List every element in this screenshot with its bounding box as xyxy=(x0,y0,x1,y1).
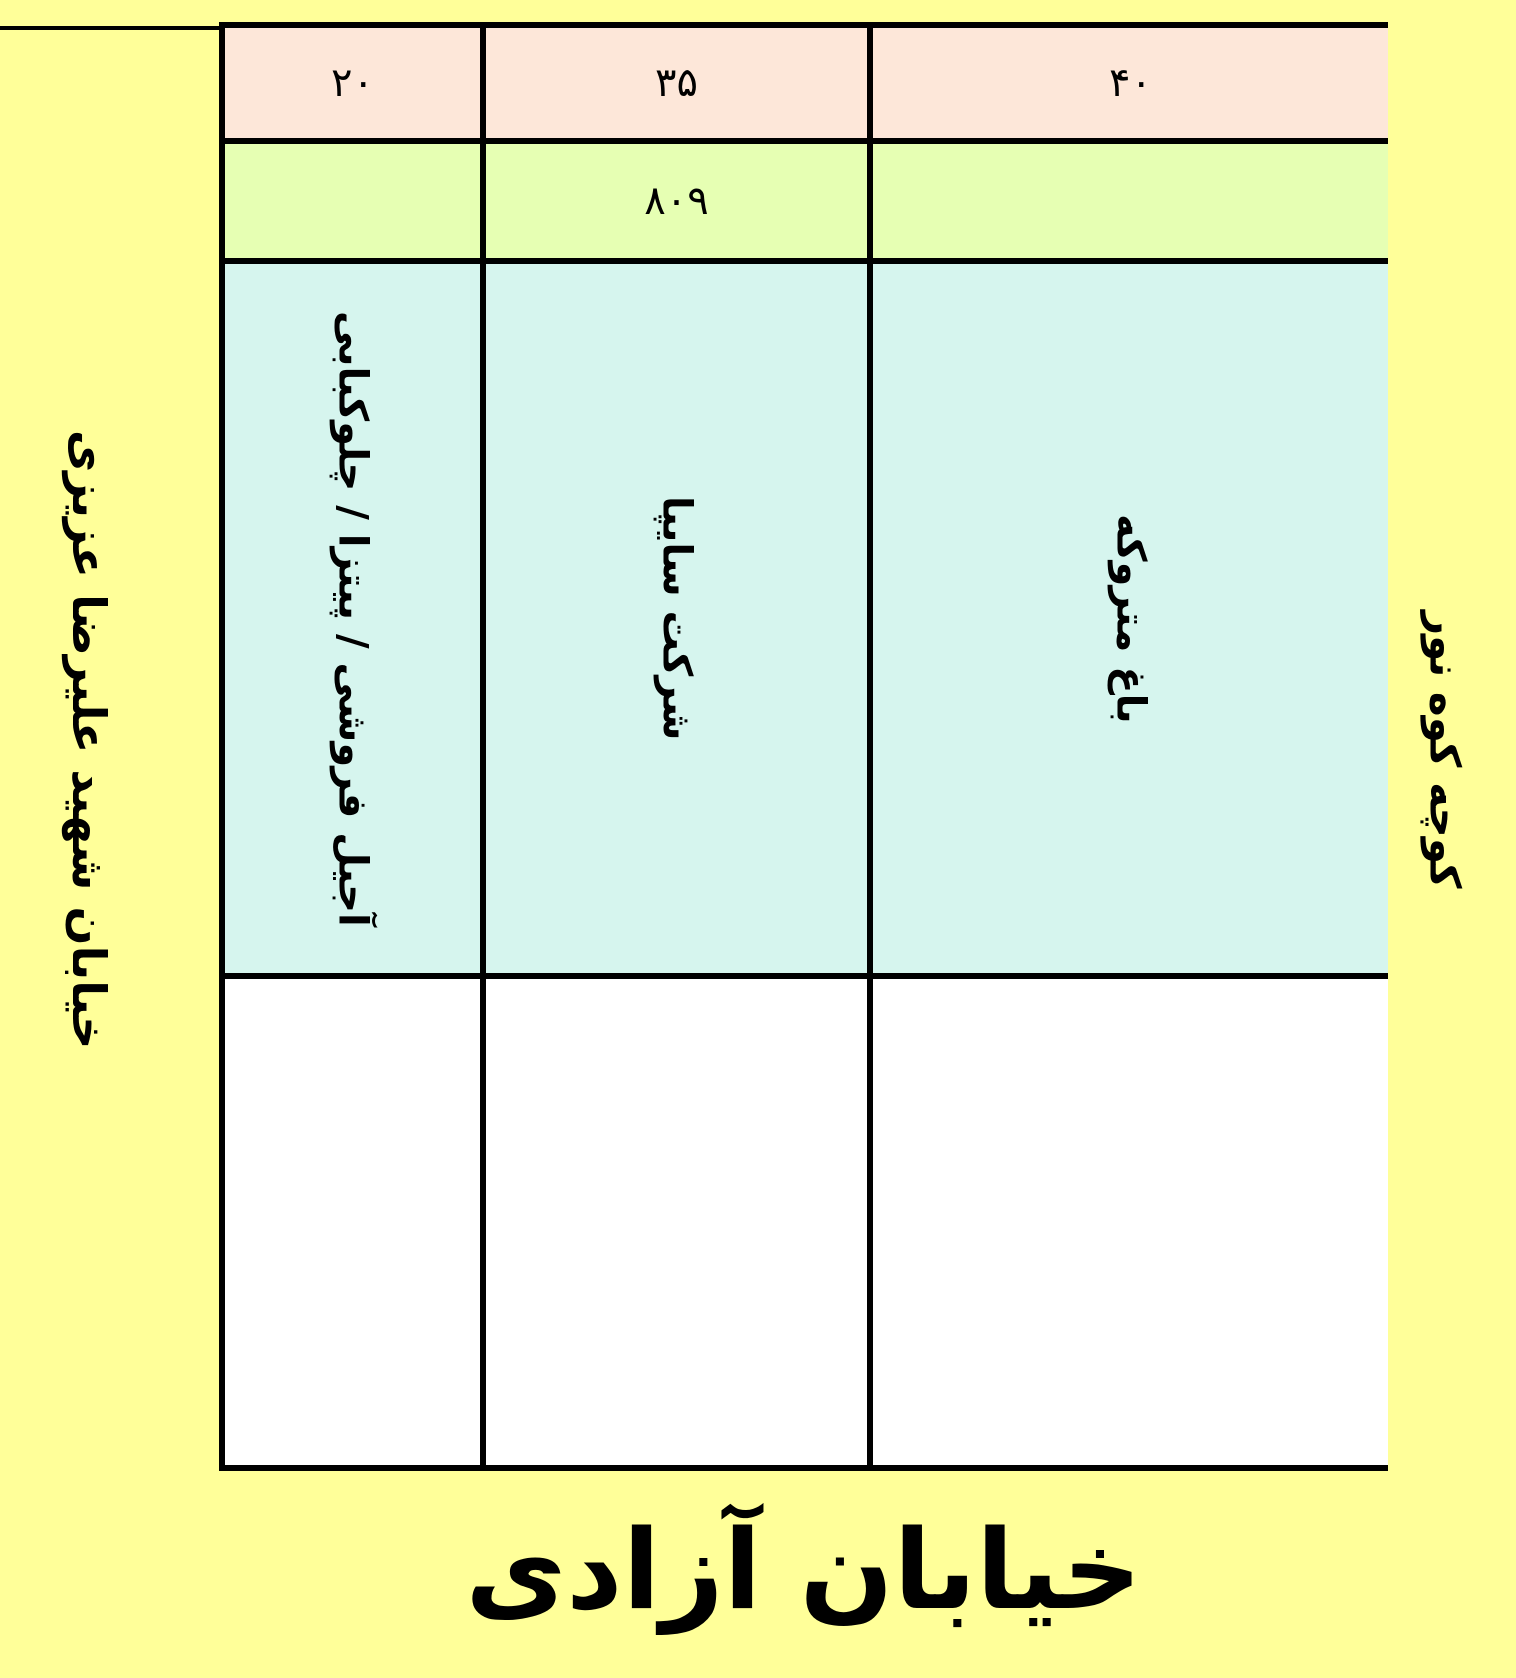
building-code-cell-2 xyxy=(486,144,873,264)
building-code-cell-1 xyxy=(225,144,486,264)
street-label-left xyxy=(44,430,134,1050)
plot-number-cell-1 xyxy=(225,28,486,144)
land-use-label-3: باغ متروکه xyxy=(1107,513,1154,724)
block-map-grid xyxy=(219,22,1388,1471)
street-name-left: خیابان شهید علیرضا عزیزی xyxy=(62,430,116,1050)
street-name-right: کوچه کوه نور xyxy=(1420,611,1470,889)
building-code-cell-3 xyxy=(873,144,1388,264)
plot-number-3: ۴۰ xyxy=(1109,60,1152,106)
land-use-cell-3 xyxy=(873,264,1388,979)
empty-cell-3 xyxy=(873,979,1388,1465)
plot-number-1: ۲۰ xyxy=(331,60,374,106)
plot-number-cell-2 xyxy=(486,28,873,144)
land-use-cell-1 xyxy=(225,264,486,979)
empty-cell-2 xyxy=(486,979,873,1465)
street-label-right xyxy=(1400,590,1490,910)
building-code-2: ۸۰۹ xyxy=(644,178,709,224)
plot-number-2: ۳۵ xyxy=(655,60,698,106)
plot-number-cell-3 xyxy=(873,28,1388,144)
empty-cell-1 xyxy=(225,979,486,1465)
street-edge-line xyxy=(0,26,221,30)
street-label-bottom: خیابان آزادی xyxy=(465,1506,1142,1634)
land-use-label-2: شرکت سایپا xyxy=(653,496,700,741)
land-use-cell-2 xyxy=(486,264,873,979)
land-use-label-1: آجیل فروشی / پیتزا / چلوکبابی xyxy=(329,310,376,927)
